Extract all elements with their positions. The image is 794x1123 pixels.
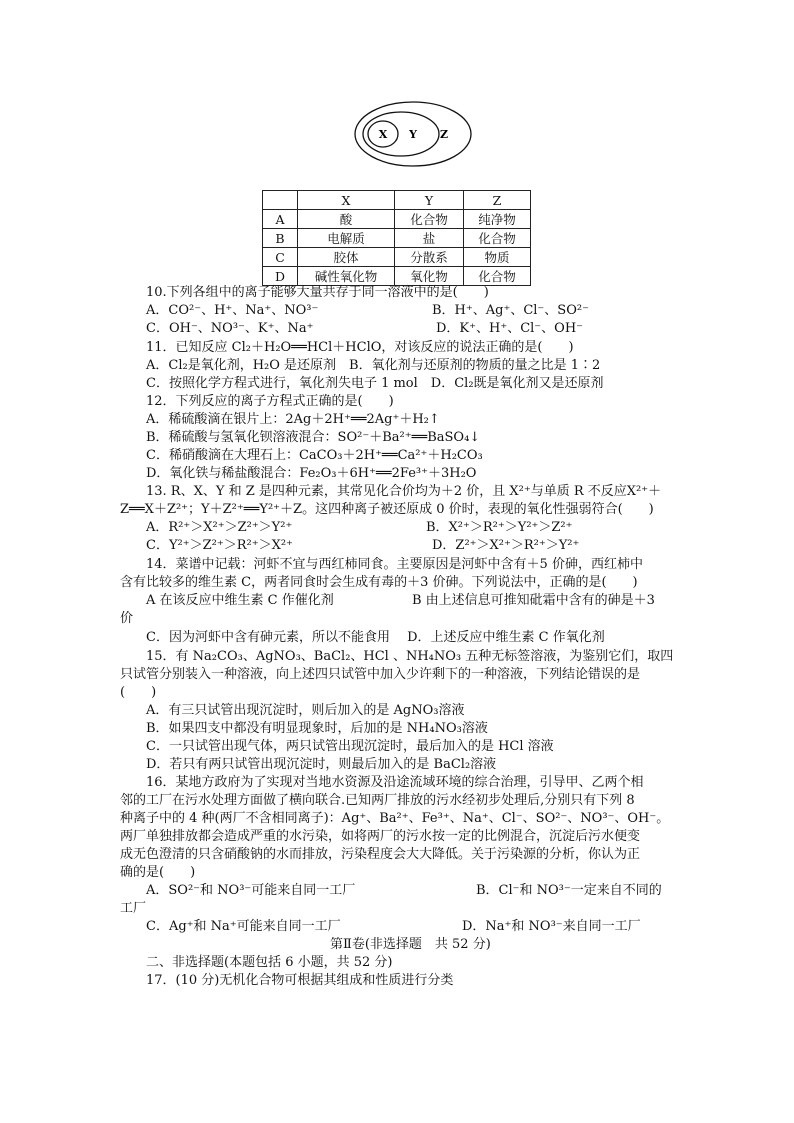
table-header-cell: Y (395, 191, 464, 210)
option-a: A．SO²⁻和 NO³⁻可能来自同一工厂 (146, 883, 356, 898)
section-heading: 第Ⅱ卷(非选择题 共 52 分) (330, 937, 491, 952)
option-a: A 在该反应中维生素 C 作催化剂 (146, 593, 334, 608)
option-cd: C．因为河虾中含有砷元素，所以不能食用 D．上述反应中维生素 C 作氧化剂 (146, 630, 605, 645)
table-cell: 碱性氧化物 (298, 267, 395, 286)
table-cell: 纯净物 (464, 210, 531, 229)
option-b-cont: 工厂 (120, 901, 147, 916)
table-cell: C (263, 248, 298, 267)
table-cell: B (263, 229, 298, 248)
table-cell: 酸 (298, 210, 395, 229)
table-cell: 化合物 (464, 267, 531, 286)
table-cell: 胶体 (298, 248, 395, 267)
option-b: B．X²⁺＞R²⁺＞Y²⁺＞Z²⁺ (426, 520, 573, 535)
venn-label-y: Y (409, 128, 417, 141)
question-14-stem: 14．菜谱中记载：河虾不宜与西红柿同食。主要原因是河虾中含有＋5 价砷，西红柿中 (146, 557, 643, 572)
table-header-row (263, 191, 531, 210)
option-d: D．若只有两只试管出现沉淀时，则最后加入的是 BaCl₂溶液 (146, 757, 497, 772)
question-15-stem: 15．有 Na₂CO₃、AgNO₃、BaCl₂、HCl 、NH₄NO₃ 五种无标签溶液，为鉴别它们，取四 (146, 649, 674, 664)
table-row (263, 210, 531, 229)
table-cell: 电解质 (298, 229, 395, 248)
question-12-stem: 12．下列反应的离子方程式正确的是( ) (146, 394, 394, 409)
option-d: D．Z²⁺＞X²⁺＞R²⁺＞Y²⁺ (432, 538, 580, 553)
question-16-stem-cont: 种离子中的 4 种(两厂不含相同离子)：Ag⁺、Ba²⁺、Fe³⁺、Na⁺、Cl⁻、SO²⁻、NO³⁻、OH⁻。 (120, 811, 670, 826)
option-c: C．稀硝酸滴在大理石上：CaCO₃＋2H⁺══Ca²⁺＋H₂CO₃ (146, 448, 483, 463)
table-cell: 物质 (464, 248, 531, 267)
table-cell: D (263, 267, 298, 286)
table-cell: 化合物 (395, 210, 464, 229)
table-row (263, 229, 531, 248)
option-b-cont: 价 (120, 611, 134, 626)
question-10-stem: 10.下列各组中的离子能够大量共存于同一溶液中的是( ) (146, 285, 489, 300)
option-c: C．一只试管出现气体，两只试管出现沉淀时，最后加入的是 HCl 溶液 (146, 739, 554, 754)
option-b: B．H⁺、Ag⁺、Cl⁻、SO²⁻ (432, 303, 589, 318)
table-cell: 化合物 (464, 229, 531, 248)
option-a: A．CO²⁻、H⁺、Na⁺、NO³⁻ (146, 303, 319, 318)
question-16-stem: 16．某地方政府为了实现对当地水资源及沿途流域环境的综合治理，引导甲、乙两个相 (146, 775, 644, 790)
question-13-stem: 13. R、X、Y 和 Z 是四种元素，其常见化合价均为＋2 价，且 X²⁺与单质 R 不反应X²⁺＋ (146, 484, 662, 499)
table-cell: 盐 (395, 229, 464, 248)
section-instructions: 二、非选择题(本题包括 6 小题，共 52 分) (146, 955, 393, 970)
table-cell: 分散系 (395, 248, 464, 267)
question-14-stem-cont: 含有比较多的维生素 C，两者同食时会生成有毒的＋3 价砷。下列说法中，正确的是( ) (120, 575, 638, 590)
option-a: A．有三只试管出现沉淀时，则后加入的是 AgNO₃溶液 (146, 703, 465, 718)
option-b: B 由上述信息可推知砒霜中含有的砷是＋3 (412, 593, 655, 608)
question-16-stem-cont: 成无色澄清的只含硝酸钠的水而排放，污染程度会大大降低。关于污染源的分析，你认为正 (120, 847, 641, 862)
venn-diagram (353, 100, 473, 168)
option-b: B．稀硫酸与氢氧化钡溶液混合：SO²⁻＋Ba²⁺══BaSO₄↓ (146, 430, 481, 445)
table-cell: A (263, 210, 298, 229)
table-header-cell: Z (464, 191, 531, 210)
table-row (263, 248, 531, 267)
question-13-stem-cont: Z══X＋Z²⁺；Y＋Z²⁺══Y²⁺＋Z。这四种离子被还原成 0 价时，表现的氧化性强弱符合( ) (120, 502, 654, 517)
table-row (263, 267, 531, 286)
question-16-stem-cont: 邻的工厂在污水处理方面做了横向联合.已知两厂排放的污水经初步处理后,分别只有下列 8 (120, 793, 635, 808)
middle-ellipse-y (363, 112, 439, 156)
option-ab: A．Cl₂是氧化剂，H₂O 是还原剂 B．氧化剂与还原剂的物质的量之比是 1∶2 (146, 358, 601, 373)
option-b: B．Cl⁻和 NO³⁻一定来自不同的 (476, 883, 662, 898)
option-b: B．如果四支中都没有明显现象时，后加的是 NH₄NO₃溶液 (146, 721, 488, 736)
question-11-stem: 11．已知反应 Cl₂＋H₂O══HCl＋HClO，对该反应的说法正确的是( ) (146, 340, 574, 355)
table-header-cell (263, 191, 298, 210)
option-c: C．Y²⁺＞Z²⁺＞R²⁺＞X²⁺ (146, 538, 293, 553)
question-16-stem-cont: 两厂单独排放都会造成严重的水污染，如将两厂的污水按一定的比例混合，沉淀后污水便变 (120, 829, 641, 844)
option-cd: C．按照化学方程式进行，氧化剂失电子 1 mol D．Cl₂既是氧化剂又是还原剂 (146, 376, 604, 391)
question-17-stem: 17．(10 分)无机化合物可根据其组成和性质进行分类 (146, 973, 454, 988)
table-cell: 氧化物 (395, 267, 464, 286)
option-c: C．Ag⁺和 Na⁺可能来自同一工厂 (146, 919, 341, 934)
option-d: D．K⁺、H⁺、Cl⁻、OH⁻ (436, 321, 584, 336)
table-header-cell: X (298, 191, 395, 210)
question-16-stem-cont: 确的是( ) (120, 865, 196, 880)
question-15-stem-cont: 只试管分别装入一种溶液，向上述四只试管中加入少许剩下的一种溶液，下列结论错误的是 (120, 667, 641, 682)
option-d: D．Na⁺和 NO³⁻来自同一工厂 (462, 919, 641, 934)
option-a: A．稀硫酸滴在银片上：2Ag＋2H⁺══2Ag⁺＋H₂↑ (146, 412, 440, 427)
answer-blank: ( ) (120, 685, 157, 700)
option-c: C．OH⁻、NO³⁻、K⁺、Na⁺ (146, 321, 314, 336)
venn-label-x: X (378, 128, 388, 141)
classification-table (262, 190, 531, 286)
option-d: D．氧化铁与稀盐酸混合：Fe₂O₃＋6H⁺══2Fe³⁺＋3H₂O (146, 466, 477, 481)
option-a: A．R²⁺＞X²⁺＞Z²⁺＞Y²⁺ (146, 520, 293, 535)
venn-label-z: Z (439, 128, 449, 141)
